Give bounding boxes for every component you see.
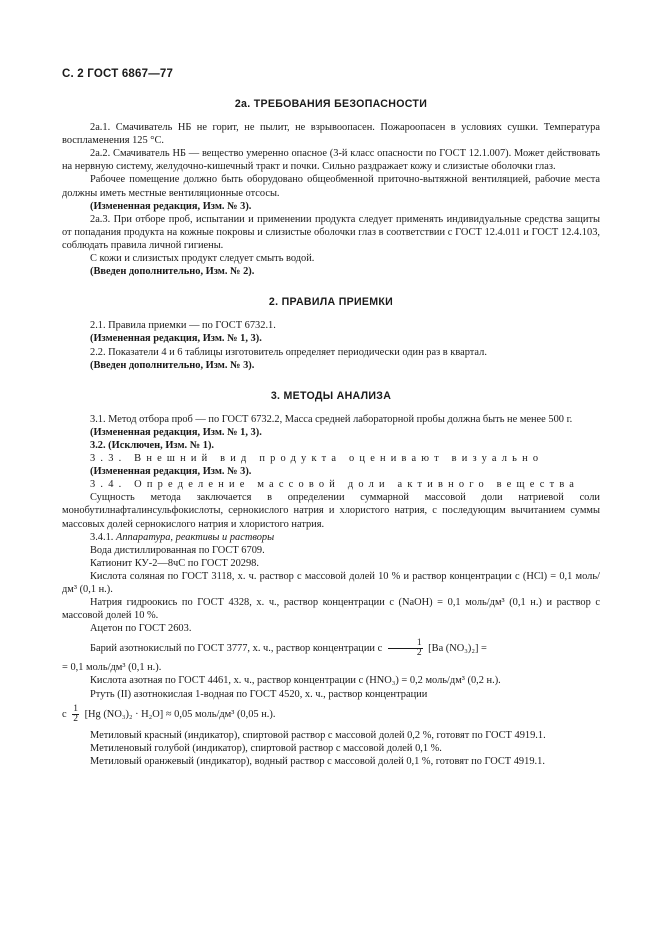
paragraph: Ацетон по ГОСТ 2603.	[90, 623, 192, 635]
paragraph: 2а.2. Смачиватель НБ — вещество умеренно опасное (3-й класс опасности по ГОСТ 12.1.007). Может действовать на нервную систему, желудочно-кишечный тракт и почки. Сильно раздражает кожу и слизистые оболочки глаз.	[62, 148, 600, 173]
amendment-note: (Измененная редакция, Изм. № 3).	[90, 200, 252, 212]
amendment-note: 3.2. (Исключен, Изм. № 1).	[90, 439, 215, 451]
formula-line-mercury	[62, 705, 600, 724]
subsection-heading	[62, 531, 600, 544]
formula-text: [Ba (NO₃)₂] =	[428, 643, 487, 655]
paragraph: С кожи и слизистых продукт следует смыть водой.	[90, 253, 315, 265]
section-title-acceptance: 2. ПРАВИЛА ПРИЕМКИ	[268, 296, 394, 309]
subsection-number: 3.4.1.	[90, 531, 114, 543]
fraction-one-half	[72, 705, 79, 724]
paragraph: Сущность метода заключается в определении суммарной массовой доли натриевой соли монобутилнафталинсульфокислоты, сернокислого натрия и хлористого натрия, с последующим вычитанием суммы массовых долей сернокислого натрия и хлористого натрия.	[62, 492, 600, 530]
paragraph: Метиловый оранжевый (индикатор), водный раствор с массовой долей 0,1 %, готовят по ГОСТ 4919.1.	[90, 755, 545, 767]
paragraph: 2.1. Правила приемки — по ГОСТ 6732.1.	[90, 320, 276, 332]
fraction-denominator: 2	[416, 648, 422, 659]
fraction-one-half	[388, 639, 423, 658]
subsection-title: Аппаратура, реактивы и растворы	[116, 531, 275, 543]
paragraph: Натрия гидроокись по ГОСТ 4328, х. ч., раствор концентрации с (NaOH) = 0,1 моль/дм³ (0,1 н.) и раствор с массовой долей 10 %.	[62, 597, 600, 622]
page-header: С. 2 ГОСТ 6867—77	[62, 68, 174, 80]
amendment-note: (Введен дополнительно, Изм. № 2).	[90, 266, 255, 278]
paragraph: = 0,1 моль/дм³ (0,1 н.).	[62, 662, 162, 674]
document-body	[62, 96, 600, 768]
paragraph: 2.2. Показатели 4 и 6 таблицы изготовитель определяет периодически один раз в квартал.	[90, 346, 487, 358]
section-title-safety: 2а. ТРЕБОВАНИЯ БЕЗОПАСНОСТИ	[234, 98, 428, 110]
formula-text: [Hg (NO₃)₂ · H₂O] ≈ 0,05 моль/дм³ (0,05 н.).	[84, 708, 276, 720]
paragraph: Кислота соляная по ГОСТ 3118, х. ч. раствор с массовой долей 10 % и раствор концентрации с (HCl) = 0,1 моль/дм³ (0,1 н.).	[62, 570, 600, 595]
formula-text: Барий азотнокислый по ГОСТ 3777, х. ч., раствор концентрации с	[90, 643, 383, 655]
fraction-numerator: 1	[73, 703, 78, 714]
paragraph: Ртуть (II) азотнокислая 1-водная по ГОСТ 4520, х. ч., раствор концентрации	[90, 688, 428, 700]
fraction-numerator: 1	[388, 639, 423, 649]
paragraph: Катионит КУ-2—8чС по ГОСТ 20298.	[90, 557, 259, 569]
paragraph-spaced: 3.4. Определение массовой доли активного вещества	[90, 479, 580, 491]
formula-text: с	[62, 708, 67, 720]
section-title-methods: 3. МЕТОДЫ АНАЛИЗА	[270, 389, 392, 402]
formula-line-barium	[62, 639, 600, 658]
fraction-denominator: 2	[73, 713, 78, 724]
paragraph: 2а.3. При отборе проб, испытании и применении продукта следует применять индивидуальные средства защиты от попадания продукта на кожные покровы и слизистые оболочки глаз в соответствии с ГОСТ 12.4.011 и ГОСТ 12.4.103, соблюдать правила личной гигиены.	[62, 213, 600, 251]
amendment-note: (Введен дополнительно, Изм. № 3).	[90, 359, 255, 371]
amendment-note: (Измененная редакция, Изм. № 1, 3).	[90, 426, 262, 438]
paragraph: 2а.1. Смачиватель НБ не горит, не пылит, не взрывоопасен. Пожароопасен в условиях сушки. Температура воспламенения 125 °С.	[62, 122, 600, 147]
paragraph: Кислота азотная по ГОСТ 4461, х. ч., раствор концентрации с (HNO₃) = 0,2 моль/дм³ (0,2 н.).	[90, 675, 501, 687]
amendment-note: (Измененная редакция, Изм. № 1, 3).	[90, 333, 262, 345]
paragraph: Метиловый красный (индикатор), спиртовой раствор с массовой долей 0,2 %, готовят по ГОСТ 4919.1.	[90, 729, 546, 741]
amendment-note: (Измененная редакция, Изм. № 3).	[90, 466, 252, 478]
paragraph-spaced: 3.3. Внешний вид продукта оценивают визуально	[90, 453, 544, 465]
paragraph: 3.1. Метод отбора проб — по ГОСТ 6732.2, Масса средней лабораторной пробы должна быть не менее 500 г.	[90, 413, 573, 425]
paragraph: Рабочее помещение должно быть оборудовано общеобменной приточно-вытяжной вентиляцией, рабочие места должны иметь местные вентиляционные отсосы.	[62, 174, 600, 199]
paragraph: Вода дистиллированная по ГОСТ 6709.	[90, 544, 265, 556]
paragraph: Метиленовый голубой (индикатор), спиртовой раствор с массовой долей 0,1 %.	[90, 742, 442, 754]
